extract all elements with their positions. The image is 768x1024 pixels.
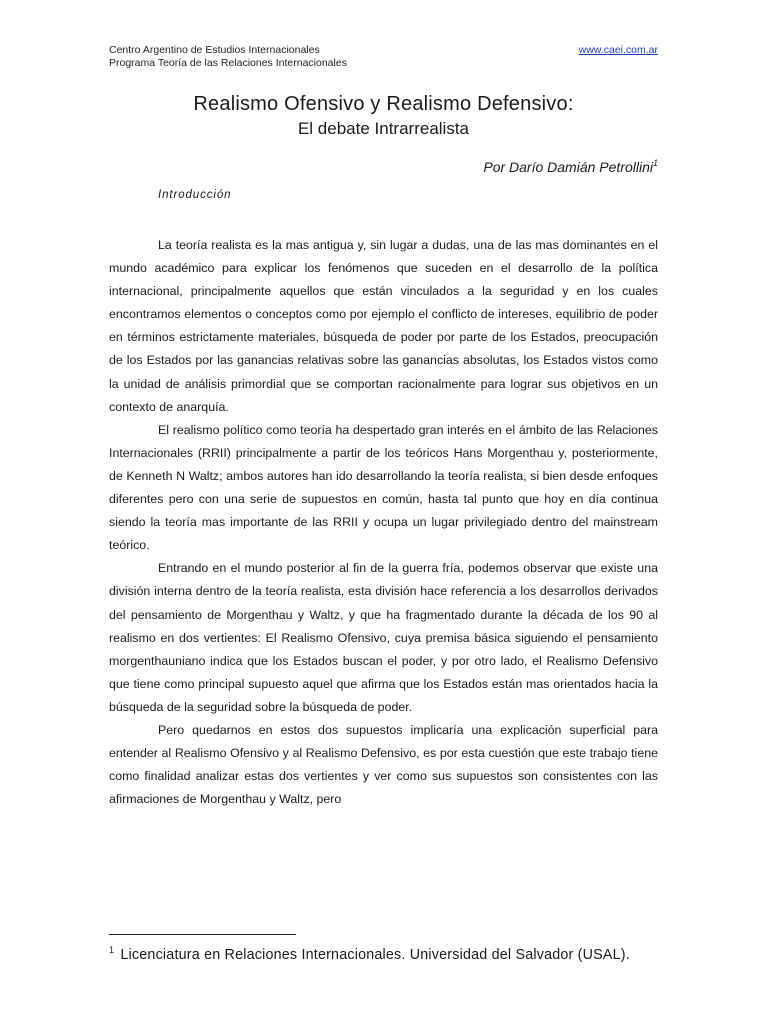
footnote-number: 1 <box>109 945 115 955</box>
paragraph: El realismo político como teoría ha despertado gran interés en el ámbito de las Relaciones Internacionales (RRII) principalmente a partir de los teóricos Hans Morgenthau y, posteriormente, de Kenneth N Waltz; ambos autores han ido desarrollando la teoría realista, si bien desde enfoques diferentes pero con una serie de supuestos en común, hasta tal punto que hoy en día continua siendo la teoría mas importante de las RRII y ocupa un lugar privilegiado dentro del mainstream teórico. <box>109 422 658 553</box>
paragraph: Pero quedarnos en estos dos supuestos implicaría una explicación superficial para entender al Realismo Ofensivo y al Realismo Defensivo, es por esta cuestión que este trabajo tiene como finalidad analizar estas dos vertientes y ver como sus supuestos son consistentes con las afirmaciones de Morgenthau y Waltz, pero <box>109 722 658 807</box>
section-heading: Introducción <box>158 189 232 201</box>
document-subtitle: El debate Intrarrealista <box>297 119 470 138</box>
header-program: Programa Teoría de las Relaciones Internacionales <box>109 57 347 69</box>
author-name: Por Darío Damián Petrollini <box>483 159 653 175</box>
author-footnote-ref[interactable]: 1 <box>652 158 658 168</box>
header-org: Centro Argentino de Estudios Internacionales <box>109 44 320 56</box>
body-text <box>109 234 658 811</box>
footnote <box>109 940 658 966</box>
footnote-text: Licenciatura en Relaciones Internacionales. Universidad del Salvador (USAL). <box>120 947 630 963</box>
author-line <box>483 154 658 176</box>
header-url-link[interactable]: www.caei.com.ar <box>578 44 658 56</box>
paragraph: Entrando en el mundo posterior al fin de la guerra fría, podemos observar que existe una división interna dentro de la teoría realista, esta división hace referencia a los desarrollos derivados del pensamiento de Morgenthau y Waltz, y que ha fragmentado durante la década de los 90 al realismo en dos vertientes: El Realismo Ofensivo, cuya premisa básica siguiendo el pensamiento morgenthauniano indica que los Estados buscan el poder, y por otro lado, el Realismo Defensivo que tiene como principal supuesto aquel que afirma que los Estados están mas orientados hacia la búsqueda de la seguridad sobre la búsqueda de poder. <box>109 561 658 714</box>
page-header <box>109 44 658 70</box>
document-title: Realismo Ofensivo y Realismo Defensivo: <box>193 93 574 115</box>
footnote-divider <box>109 934 296 935</box>
paragraph: La teoría realista es la mas antigua y, sin lugar a dudas, una de las mas dominantes en el mundo académico para explicar los fenómenos que suceden en el desarrollo de la política internacional, principalmente aquellos que están vinculados a la seguridad y en los cuales encontramos elementos o conceptos como por ejemplo el conflicto de intereses, equilibrio de poder en términos estrictamente materiales, búsqueda de poder por parte de los Estados, preocupación de los Estados por las ganancias relativas sobre las ganancias absolutas, los Estados vistos como la unidad de análisis primordial que se comportan racionalmente para lograr sus objetivos en un contexto de anarquía. <box>109 238 658 414</box>
